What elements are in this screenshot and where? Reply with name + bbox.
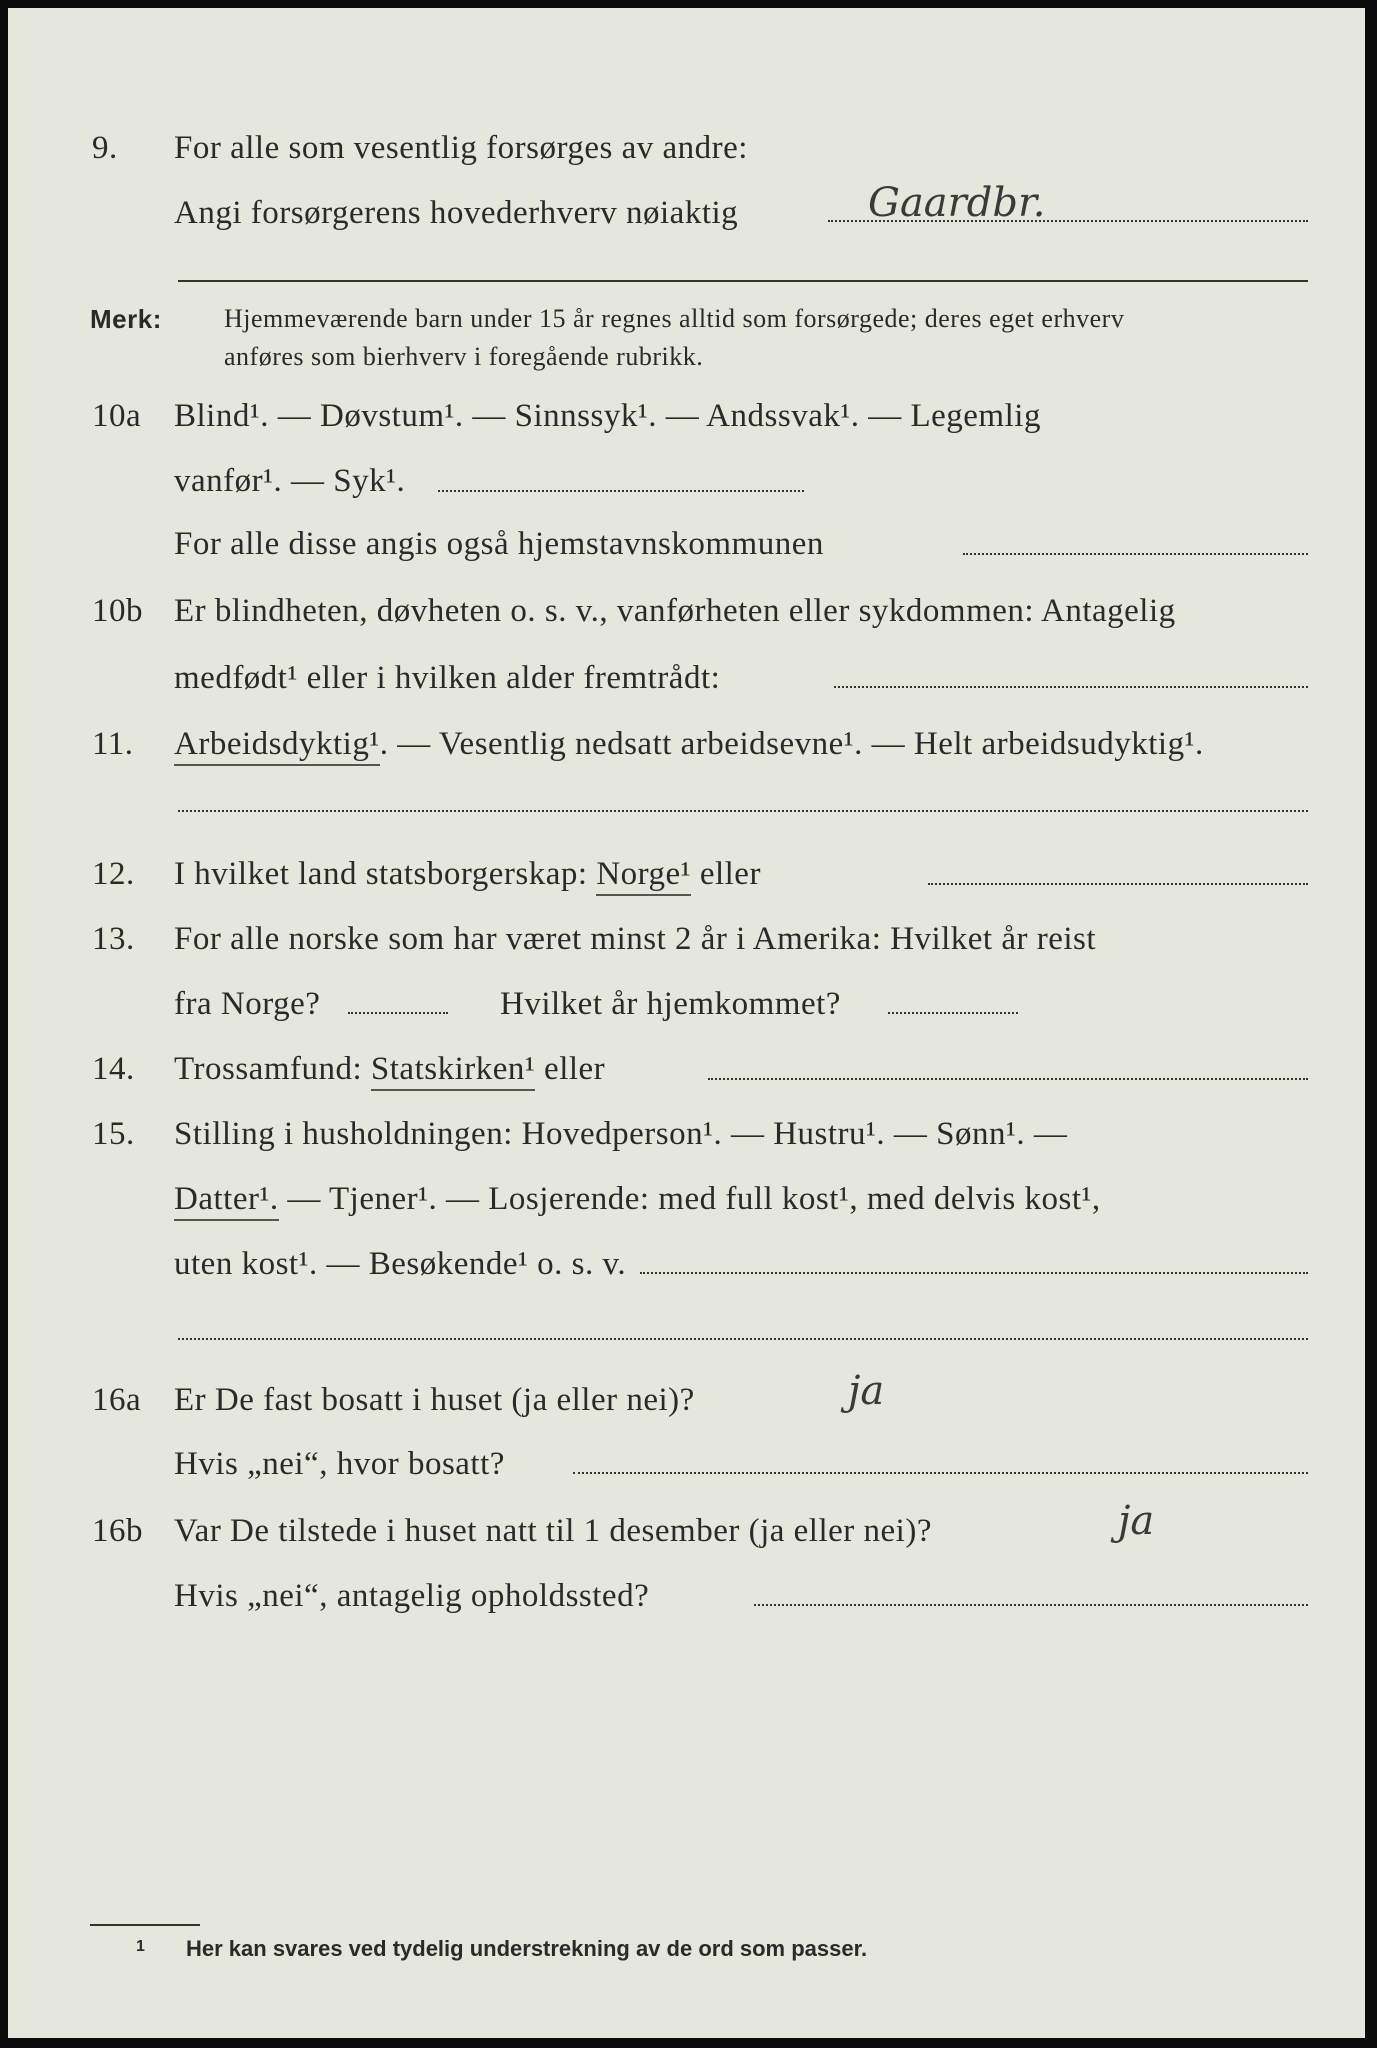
q10b-number: 10b [92,593,143,629]
q10a-number: 10a [92,398,142,434]
q10a-hjemstavn-line [963,553,1308,555]
footnote-mark: 1 [136,1938,145,1955]
q11-number: 11. [92,726,134,762]
q11-text-rest: . — Vesentlig nedsatt arbeidsevne¹. — Helt arbeidsudyktig¹. [379,726,1204,762]
q9-text-2: Angi forsørgerens hovederhverv nøiaktig [174,195,739,231]
q16b-handwritten-answer: ja [1118,1498,1155,1544]
merk-text-2: anføres som bierhverv i foregående rubrikk. [224,342,704,371]
merk-label: Merk: [90,304,162,334]
q9-text-1: For alle som vesentlig forsørges av andre: [174,130,748,166]
q15-number: 15. [92,1116,135,1152]
q16a-text-1: Er De fast bosatt i huset (ja eller nei)? [174,1382,695,1418]
q16a-bosatt-line [573,1472,1308,1474]
merk-text-1: Hjemmeværende barn under 15 år regnes alltid som forsørgede; deres eget erhverv [224,304,1125,333]
census-form-page [8,8,1365,2038]
q9-number: 9. [92,130,118,166]
q9-handwritten-answer: Gaardbr. [868,180,1046,226]
q12-text-a: I hvilket land statsborgerskap: [174,856,588,892]
q11-arbeidsdyktig-underlined: Arbeidsdyktig¹ [174,726,380,766]
q14-answer-line [708,1078,1308,1080]
q14-text [174,1051,605,1088]
q15-answer-line [640,1272,1308,1274]
q10b-text-2: medfødt¹ eller i hvilken alder fremtrådt: [174,660,721,696]
q12-text [174,856,761,893]
q12-number: 12. [92,856,135,892]
q14-text-c: eller [544,1051,606,1087]
q10a-text-2: vanfør¹. — Syk¹. [174,463,406,499]
q16a-text-2: Hvis „nei“, hvor bosatt? [174,1446,505,1482]
q16a-handwritten-answer: ja [848,1368,885,1414]
q14-statskirken-underlined: Statskirken¹ [371,1051,535,1091]
q13-text-1: For alle norske som har været minst 2 år i Amerika: Hvilket år reist [174,921,1097,957]
q12-text-c: eller [699,856,761,892]
q10a-syk-line [438,490,804,492]
q13-number: 13. [92,921,135,957]
q11-text [174,726,1204,763]
q12-answer-line [928,883,1308,885]
q10b-text-1: Er blindheten, døvheten o. s. v., vanførheten eller sykdommen: Antagelig [174,593,1176,629]
q15-text-2 [174,1181,1101,1218]
q15-extra-line [178,1338,1308,1340]
q16b-number: 16b [92,1513,143,1549]
q10b-alder-line [834,686,1308,688]
q16b-opholdssted-line [754,1604,1308,1606]
footnote-rule [90,1924,200,1926]
q14-number: 14. [92,1051,135,1087]
q16a-number: 16a [92,1382,142,1418]
q15-text-2b: — Tjener¹. — Losjerende: med full kost¹, med delvis kost¹, [287,1181,1101,1217]
q15-datter-underlined: Datter¹. [174,1181,279,1221]
q14-text-a: Trossamfund: [174,1051,363,1087]
q15-text-3: uten kost¹. — Besøkende¹ o. s. v. [174,1246,627,1282]
q16b-text-1: Var De tilstede i huset natt til 1 desember (ja eller nei)? [174,1513,932,1549]
q10a-text-3: For alle disse angis også hjemstavnskommunen [174,526,824,562]
q13-text-2a: fra Norge? [174,986,321,1022]
q16b-text-2: Hvis „nei“, antagelig opholdssted? [174,1578,650,1614]
q13-text-2b: Hvilket år hjemkommet? [500,986,841,1022]
q10a-text-1: Blind¹. — Døvstum¹. — Sinnssyk¹. — Andssvak¹. — Legemlig [174,398,1041,434]
q13-reist-line [348,1012,448,1014]
q11-answer-line [178,810,1308,812]
divider-rule [178,280,1308,282]
q15-text-1: Stilling i husholdningen: Hovedperson¹. — Hustru¹. — Sønn¹. — [174,1116,1068,1152]
footnote-text: Her kan svares ved tydelig understrekning av de ord som passer. [186,1936,868,1961]
q13-hjemkommet-line [888,1012,1018,1014]
q12-norge-underlined: Norge¹ [596,856,691,896]
